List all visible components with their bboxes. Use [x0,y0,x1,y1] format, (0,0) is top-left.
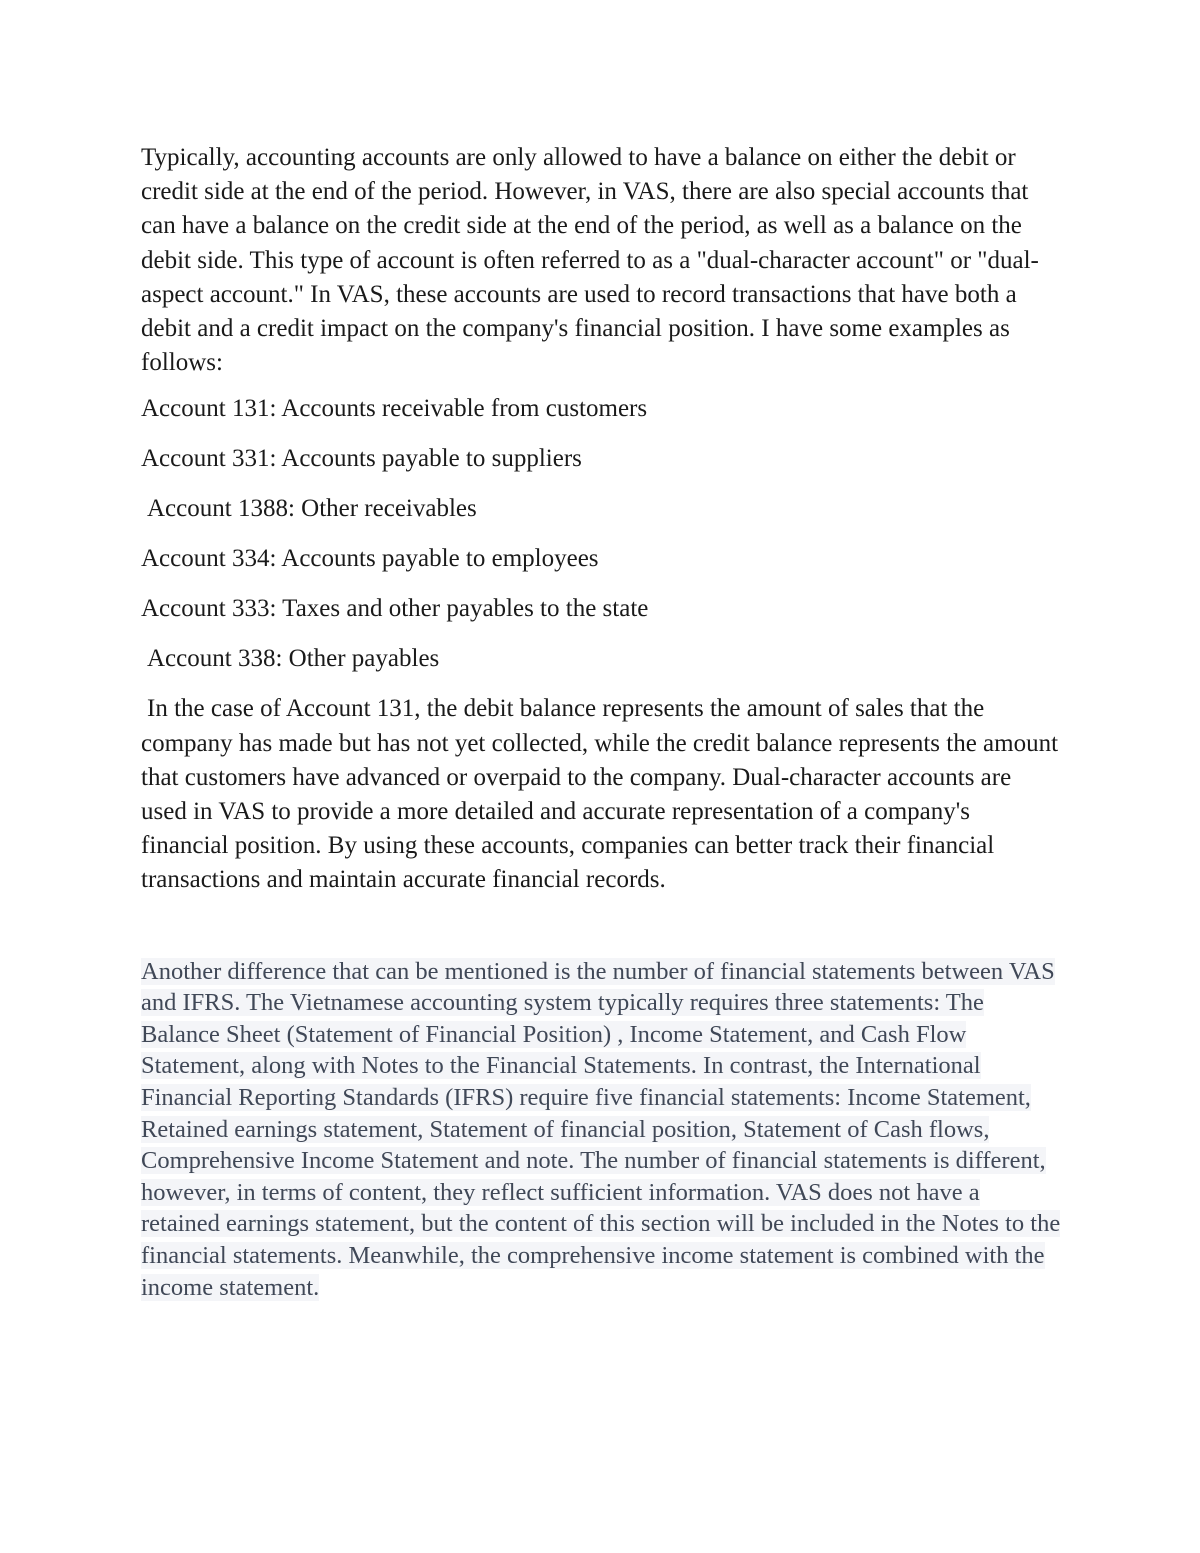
account-item-131: Account 131: Accounts receivable from customers [141,395,648,423]
account-item-333: Account 333: Taxes and other payables to the state [141,595,649,623]
document-body [141,141,1061,1303]
account-item-334: Account 334: Accounts payable to employees [141,545,599,573]
intro-paragraph: Typically, accounting accounts are only allowed to have a balance on either the debit or credit side at the end of the period. However, in VAS, there are also special accounts that can have a balance on the credit side at the end of the period, as well as a balance on the debit side. This type of account is often referred to as a "dual-character account" or "dual-aspect account." In VAS, these accounts are used to record transactions that have both a debit and a credit impact on the company's financial position. I have some examples as follows: [141,144,1039,377]
account-item-331: Account 331: Accounts payable to suppliers [141,445,582,473]
difference-text: Another difference that can be mentioned is the number of financial statements between VAS and IFRS. The Vietnamese accounting system typically requires three statements: The Balance Sheet (Statement of Financial Position) , Income Statement, and Cash Flow Statement, along with Notes to the Financial Statements. In contrast, the International Financial Reporting Standards (IFRS) require five financial statements: Income Statement, Retained earnings statement, Statement of financial position, Statement of Cash flows, Comprehensive Income Statement and note. The number of financial statements is different, however, in terms of content, they reflect sufficient information. VAS does not have a retained earnings statement, but the content of this section will be included in the Notes to the financial statements. Meanwhile, the comprehensive income statement is combined with the income statement. [141,957,1061,1301]
explanation-paragraph: In the case of Account 131, the debit balance represents the amount of sales that the company has made but has not yet collected, while the credit balance represents the amount that customers have advanced or overpaid to the company. Dual-character accounts are used in VAS to provide a more detailed and accurate representation of a company's financial position. By using these accounts, companies can better track their financial transactions and maintain accurate financial records. [141,695,1059,894]
account-list [141,392,1061,676]
account-item-338: Account 338: Other payables [147,645,440,673]
difference-paragraph [141,956,1061,1304]
account-item-1388: Account 1388: Other receivables [147,495,477,523]
